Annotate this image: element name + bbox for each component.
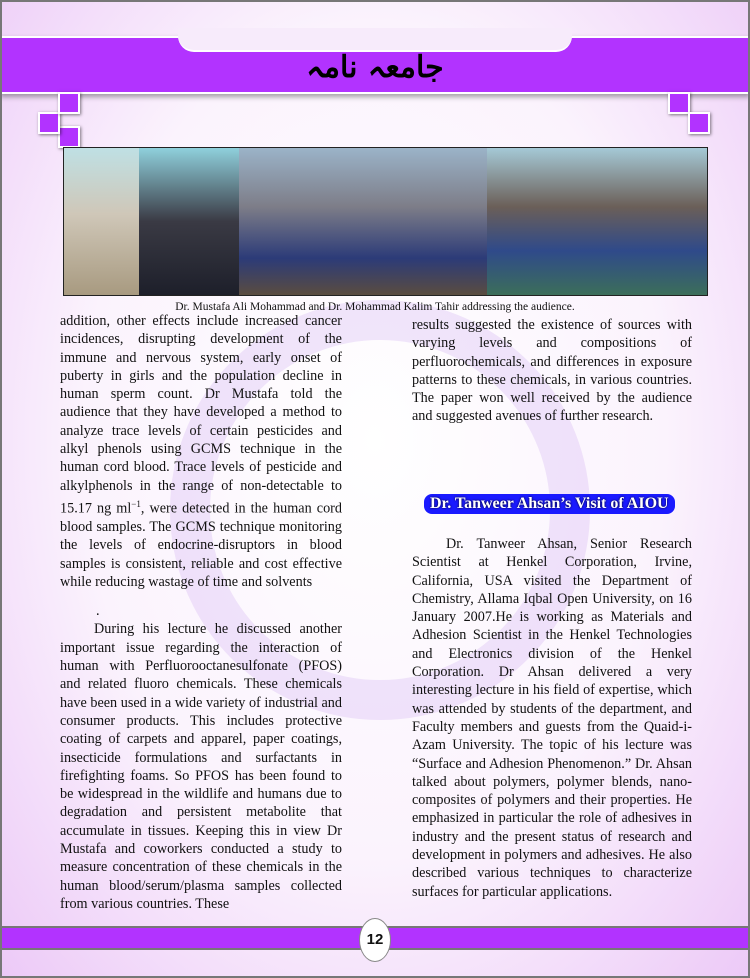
- header-notch: [178, 28, 572, 52]
- right-column: [412, 316, 692, 426]
- paragraph: During his lecture he discussed another important issue regarding the interaction of human with Perfluorooctanesulfonate (PFOS) and related fluoro chemicals. These chemicals have been used in a wide variety of industrial and consumer products. This includes protective coating of carpets and apparel, paper coatings, insecticide formulations and surfactants in firefighting foams. So PFOS has been found to be widespread in the wildlife and humans due to degradation and persistent metabolite that accumulate in tissues. Keeping this in view Dr Mustafa and coworkers conducted a study to measure concentration of these chemicals in the human blood/serum/plasma samples collected from various countries. These: [60, 621, 342, 912]
- photo-audience-1: [239, 148, 487, 295]
- left-column: [60, 312, 342, 913]
- decor-square: [58, 92, 80, 114]
- photo-speaker-2: [139, 148, 239, 295]
- magazine-title: جامعہ نامہ: [306, 50, 444, 85]
- decor-square: [58, 126, 80, 148]
- photo-audience-2: [487, 148, 707, 295]
- page-number: 12: [359, 918, 391, 962]
- right-column-lower: [412, 535, 692, 901]
- event-photo: [63, 147, 708, 296]
- decor-square: [38, 112, 60, 134]
- paragraph: results suggested the existence of sources with varying levels and compositions of perfluorochemicals, and differences in exposure patterns to these chemicals, in various countries. The paper won well received by the audience and suggested avenues of further research.: [412, 317, 692, 425]
- superscript: −1: [131, 498, 141, 509]
- decor-square: [668, 92, 690, 114]
- paragraph: Dr. Tanweer Ahsan, Senior Research Scientist at Henkel Corporation, Irvine, California, USA visited the Department of Chemistry, Allama Iqbal Open University, on 16 January 2007.He is working as Materials and Adhesion Scientist in the Henkel Technologies and Electronics division of the Henkel Corporation. Dr Ahsan delivered a very interesting lecture in his field of expertise, which was attended by students of the department, and Faculty members and guests from the Quaid-i-Azam University. The topic of his lecture was “Surface and Adhesion Phenomenon.” Dr. Ahsan talked about polymers, polymer blends, nano-composites of polymers and their properties. He emphasized in particular the role of adhesives in industry and the present status of research and development in polymers and adhesives. He also described various techniques to characterize surfaces for particular applications.: [412, 536, 692, 900]
- section-heading: Dr. Tanweer Ahsan’s Visit of AIOU: [424, 494, 675, 514]
- paragraph-text: addition, other effects include increased cancer incidences, disrupting development of the immune and nervous system, early onset of puberty in girls and the population decline in human sperm count. Dr Mustafa told the audience that they have developed a method to analyze trace levels of certain pesticides and alkyl phenols using GCMS technique in the human cord blood. Trace levels of pesticide and alkylphenols in the range of non-detectable to 15.17 ng ml: [60, 313, 342, 517]
- paragraph-text: , were detected in the human cord blood samples. The GCMS technique monitoring the levels of endocrine-disruptors in blood samples is consistent, reliable and cost effective while reducing wastage of time and solvents: [60, 500, 342, 590]
- photo-caption: Dr. Mustafa Ali Mohammad and Dr. Mohammad Kalim Tahir addressing the audience.: [175, 301, 575, 313]
- photo-speaker-1: [64, 148, 139, 295]
- paragraph: [60, 312, 342, 591]
- stray-dot: .: [96, 603, 100, 620]
- decor-square: [688, 112, 710, 134]
